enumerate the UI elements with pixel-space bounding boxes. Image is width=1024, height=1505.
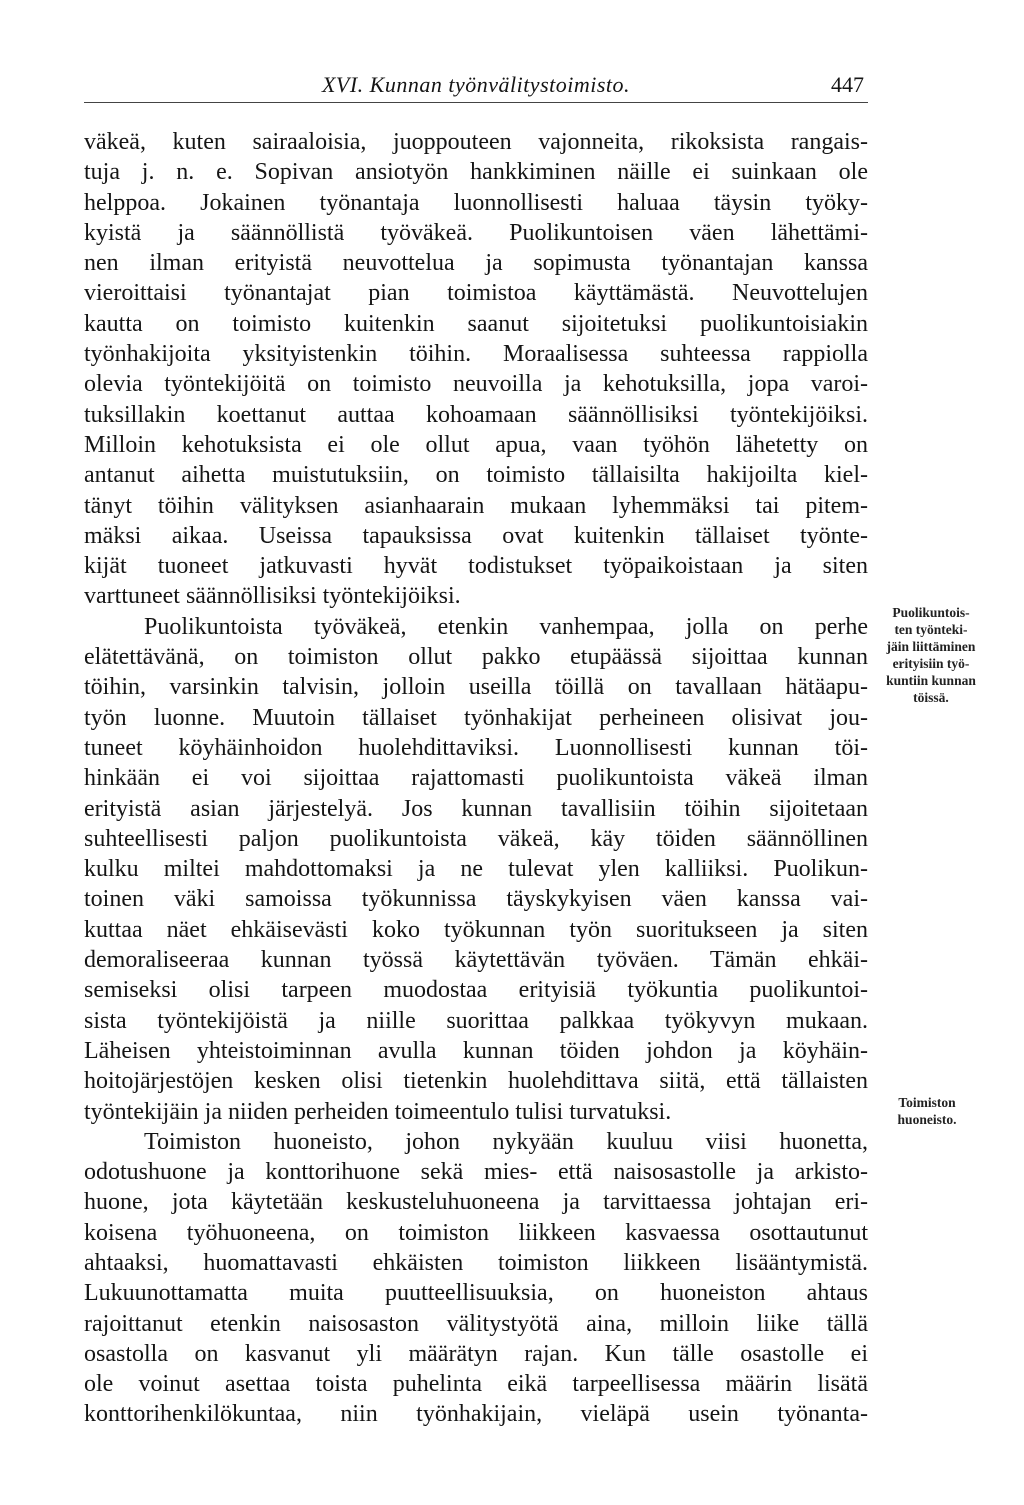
margin-note-toimiston-huoneisto <box>872 1094 982 1128</box>
text-line: sista työntekijöistä ja niille suorittaa palkkaa työkyvyn mukaan. <box>84 1007 868 1034</box>
text-line: toinen väki samoissa työkunnissa täyskykyisen väen kanssa vai- <box>84 886 868 913</box>
margin-note-line: töissä. <box>913 690 949 705</box>
text-line: tuksillakin koettanut auttaa kohoamaan säännöllisiksi työntekijöiksi. <box>84 401 868 428</box>
margin-note-line: Puolikuntois- <box>892 605 970 620</box>
text-line: ole voinut asettaa toista puhelinta eikä tarpeellisessa määrin lisätä <box>84 1371 868 1398</box>
text-line: varttuneet säännöllisiksi työntekijöiksi. <box>84 583 461 610</box>
text-line: semiseksi olisi tarpeen muodostaa erityisiä työkuntia puolikuntoi- <box>84 977 868 1004</box>
text-line: mäksi aikaa. Useissa tapauksissa ovat kuitenkin tällaiset työnte- <box>84 522 868 549</box>
text-line: nen ilman erityistä neuvottelua ja sopimusta työnantajan kanssa <box>84 250 868 277</box>
text-line: osastolla on kasvanut yli määrätyn rajan. Kun tälle osastolle ei <box>84 1340 868 1367</box>
text-line: koisena työhuoneena, on toimiston liikkeen kasvaessa osottautunut <box>84 1219 868 1246</box>
paragraph-first-line: Toimiston huoneisto, johon nykyään kuuluu viisi huonetta, <box>144 1128 868 1155</box>
text-line: helppoa. Jokainen työnantaja luonnollisesti haluaa täysin työky- <box>84 189 868 216</box>
body-text <box>84 127 868 1430</box>
text-line: konttorihenkilökuntaa, niin työnhakijain, vieläpä usein työnanta- <box>84 1401 868 1428</box>
margin-note-line: Toimiston <box>898 1095 956 1110</box>
text-line: hoitojärjestöjen kesken olisi tietenkin huolehdittava siitä, että tällaisten <box>84 1068 868 1095</box>
text-line: tänyt töihin välityksen asianhaarain mukaan lyhemmäksi tai pitem- <box>84 492 868 519</box>
text-line: kyistä ja säännöllistä työväkeä. Puolikuntoisen väen lähettämi- <box>84 219 868 246</box>
margin-note-line: kuntiin kunnan <box>886 673 976 688</box>
text-line: työnhakijoita yksityistenkin töihin. Moraalisessa suhteessa rappiolla <box>84 341 868 368</box>
margin-note-line: huoneisto. <box>897 1112 957 1127</box>
text-line: työntekijäin ja niiden perheiden toimeentulo tulisi turvatuksi. <box>84 1098 672 1125</box>
text-line: väkeä, kuten sairaaloisia, juoppouteen vajonneita, rikoksista rangais- <box>84 129 868 155</box>
page-header <box>84 70 868 103</box>
text-line: kijät tuoneet jatkuvasti hyvät todistukset työpaikoistaan ja siten <box>84 553 868 580</box>
text-line: huone, jota käytetään keskusteluhuoneena ja tarvittaessa johtajan eri- <box>84 1189 868 1216</box>
text-line: hinkään ei voi sijoittaa rajattomasti puolikuntoista väkeä ilman <box>84 765 868 792</box>
text-line: odotushuone ja konttorihuone sekä mies- että naisosastolle ja arkisto- <box>84 1159 868 1186</box>
running-title: XVI. Kunnan työnvälitystoimisto. <box>321 72 631 97</box>
text-line: töihin, varsinkin talvisin, jolloin useilla töillä on tavallaan hätäapu- <box>84 674 868 701</box>
text-line: työn luonne. Muutoin tällaiset työnhakijat perheineen olisivat jou- <box>84 704 868 731</box>
text-line: tuja j. n. e. Sopivan ansiotyön hankkiminen näille ei suinkaan ole <box>84 159 868 186</box>
text-line: suhteellisesti paljon puolikuntoista väkeä, käy töiden säännöllinen <box>84 825 868 852</box>
text-line: erityistä asian järjestelyä. Jos kunnan tavallisiin töihin sijoitetaan <box>84 795 868 822</box>
text-line: kulku miltei mahdottomaksi ja ne tulevat ylen kalliiksi. Puolikun- <box>84 856 868 883</box>
text-line: Läheisen yhteistoiminnan avulla kunnan töiden johdon ja köyhäin- <box>84 1037 868 1064</box>
text-line: demoraliseeraa kunnan työssä käytettävän työväen. Tämän ehkäi- <box>84 947 868 974</box>
text-line: Milloin kehotuksista ei ole ollut apua, vaan työhön lähetetty on <box>84 431 868 458</box>
margin-note-line: ten työnteki- <box>894 622 968 637</box>
text-line: olevia työntekijöitä on toimisto neuvoilla ja kehotuksilla, jopa varoi- <box>84 371 868 398</box>
text-line: kuttaa näet ehkäisevästi koko työkunnan työn suoritukseen ja siten <box>84 916 868 943</box>
text-line: antanut aihetta muistutuksiin, on toimisto tällaisilta hakijoilta kiel- <box>84 462 868 489</box>
text-line: elätettävänä, on toimiston ollut pakko etupäässä sijoittaa kunnan <box>84 644 868 671</box>
margin-note-puolikuntoisten <box>876 604 986 706</box>
paragraph-first-line: Puolikuntoista työväkeä, etenkin vanhempaa, jolla on perhe <box>144 613 868 640</box>
text-line: ahtaaksi, huomattavasti ehkäisten toimiston liikkeen lisääntymistä. <box>84 1249 868 1276</box>
page-number: 447 <box>831 72 864 97</box>
text-line: vieroittaisi työnantajat pian toimistoa käyttämästä. Neuvottelujen <box>84 280 868 307</box>
text-line: kautta on toimisto kuitenkin saanut sijoitetuksi puolikuntoisiakin <box>84 310 868 337</box>
text-line: tuneet köyhäinhoidon huolehdittaviksi. Luonnollisesti kunnan töi- <box>84 734 868 761</box>
text-line: rajoittanut etenkin naisosaston välitystyötä aina, milloin liike tällä <box>84 1310 868 1337</box>
margin-note-line: jäin liittäminen <box>886 639 976 654</box>
text-line: Lukuunottamatta muita puutteellisuuksia, on huoneiston ahtaus <box>84 1280 868 1307</box>
margin-note-line: erityisiin työ- <box>892 656 970 671</box>
